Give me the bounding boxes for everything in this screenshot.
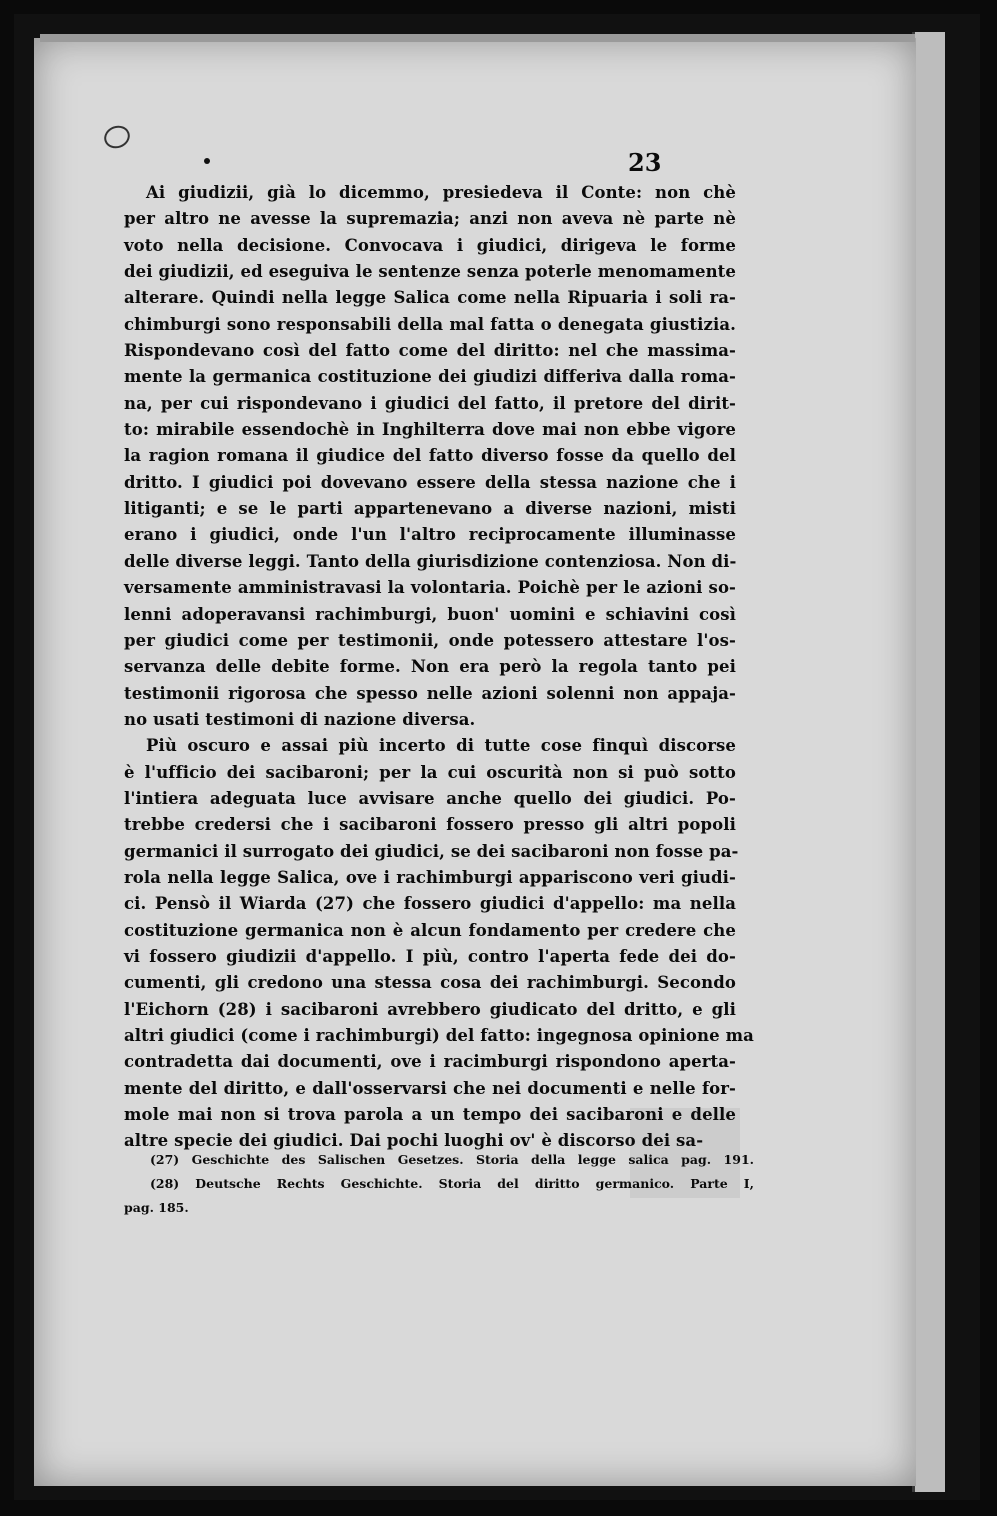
footnote-line: (27) Geschichte des Salischen Gesetzes. Storia della legge salica pag. 191.	[150, 1152, 754, 1167]
text-line: Rispondevano così del fatto come del diritto: nel che massima-	[124, 341, 736, 361]
text-line: na, per cui rispondevano i giudici del fatto, il pretore del dirit-	[124, 393, 736, 413]
text-line: litiganti; e se le parti appartenevano a diverse nazioni, misti	[124, 499, 736, 519]
text-line: dei giudizii, ed eseguiva le sentenze senza poterle menomamente	[124, 262, 736, 282]
text-line: mente la germanica costituzione dei giudizi differiva dalla roma-	[124, 367, 736, 387]
text-line: erano i giudici, onde l'un l'altro reciprocamente illuminasse	[124, 525, 736, 545]
text-line: to: mirabile essendochè in Inghilterra dove mai non ebbe vigore	[124, 420, 736, 440]
text-line: l'Eichorn (28) i sacibaroni avrebbero giudicato del dritto, e gli	[124, 999, 736, 1019]
text-line: germanici il surrogato dei giudici, se dei sacibaroni non fosse pa-	[124, 841, 739, 861]
text-line: la ragion romana il giudice del fatto diverso fosse da quello del	[124, 446, 736, 466]
text-line: alterare. Quindi nella legge Salica come nella Ripuaria i soli ra-	[124, 288, 736, 308]
text-line: vi fossero giudizii d'appello. I più, contro l'aperta fede dei do-	[124, 946, 736, 966]
page-number: 23	[628, 148, 662, 177]
text-line: altre specie dei giudici. Dai pochi luoghi ov' è discorso dei sa-	[124, 1131, 704, 1151]
text-line: altri giudici (come i rachimburgi) del fatto: ingegnosa opinione ma	[124, 1026, 754, 1045]
text-line: rola nella legge Salica, ove i rachimburgi appariscono veri giudi-	[124, 867, 736, 887]
text-line: lenni adoperavansi rachimburgi, buon' uomini e schiavini così	[124, 604, 736, 624]
footnote-line: pag. 185.	[124, 1200, 189, 1215]
text-line: Ai giudizii, già lo dicemmo, presiedeva il Conte: non chè	[146, 183, 736, 202]
text-line: dritto. I giudici poi dovevano essere della stessa nazione che i	[124, 472, 736, 492]
text-line: delle diverse leggi. Tanto della giurisdizione contenziosa. Non di-	[124, 551, 737, 571]
text-line: chimburgi sono responsabili della mal fatta o denegata giustizia.	[124, 314, 736, 334]
text-line: costituzione germanica non è alcun fondamento per credere che	[124, 920, 736, 940]
ink-dot-icon	[204, 158, 210, 164]
footnote-line: (28) Deutsche Rechts Geschichte. Storia del diritto germanico. Parte I,	[150, 1176, 754, 1191]
text-line: testimonii rigorosa che spesso nelle azioni solenni non appaja-	[124, 683, 736, 703]
text-line: mente del diritto, e dall'osservarsi che nei documenti e nelle for-	[124, 1078, 736, 1098]
text-line: per altro ne avesse la supremazia; anzi non aveva nè parte nè	[124, 209, 736, 229]
text-line: no usati testimoni di nazione diversa.	[124, 709, 476, 729]
text-line: l'intiera adeguata luce avvisare anche quello dei giudici. Po-	[124, 788, 736, 808]
body-text	[124, 180, 754, 1155]
text-line: servanza delle debite forme. Non era però la regola tanto pei	[124, 657, 736, 677]
text-line: voto nella decisione. Convocava i giudici, dirigeva le forme	[124, 235, 736, 255]
text-line: è l'ufficio dei sacibaroni; per la cui oscurità non si può sotto	[124, 762, 736, 782]
page-edge	[912, 32, 945, 1492]
text-line: ci. Pensò il Wiarda (27) che fossero giudici d'appello: ma nella	[124, 894, 736, 914]
text-line: versamente amministravasi la volontaria. Poichè per le azioni so-	[124, 578, 736, 598]
text-line: contradetta dai documenti, ove i racimburgi rispondono aperta-	[124, 1052, 736, 1072]
text-line: cumenti, gli credono una stessa cosa dei rachimburgi. Secondo	[124, 973, 736, 993]
page-top-edge	[40, 34, 915, 42]
text-line: mole mai non si trova parola a un tempo dei sacibaroni e delle	[124, 1105, 736, 1125]
footnotes	[124, 1148, 754, 1220]
text-line: trebbe credersi che i sacibaroni fossero presso gli altri popoli	[124, 815, 736, 835]
text-line: per giudici come per testimonii, onde potessero attestare l'os-	[124, 630, 736, 650]
text-line: Più oscuro e assai più incerto di tutte cose finquì discorse	[146, 736, 736, 756]
